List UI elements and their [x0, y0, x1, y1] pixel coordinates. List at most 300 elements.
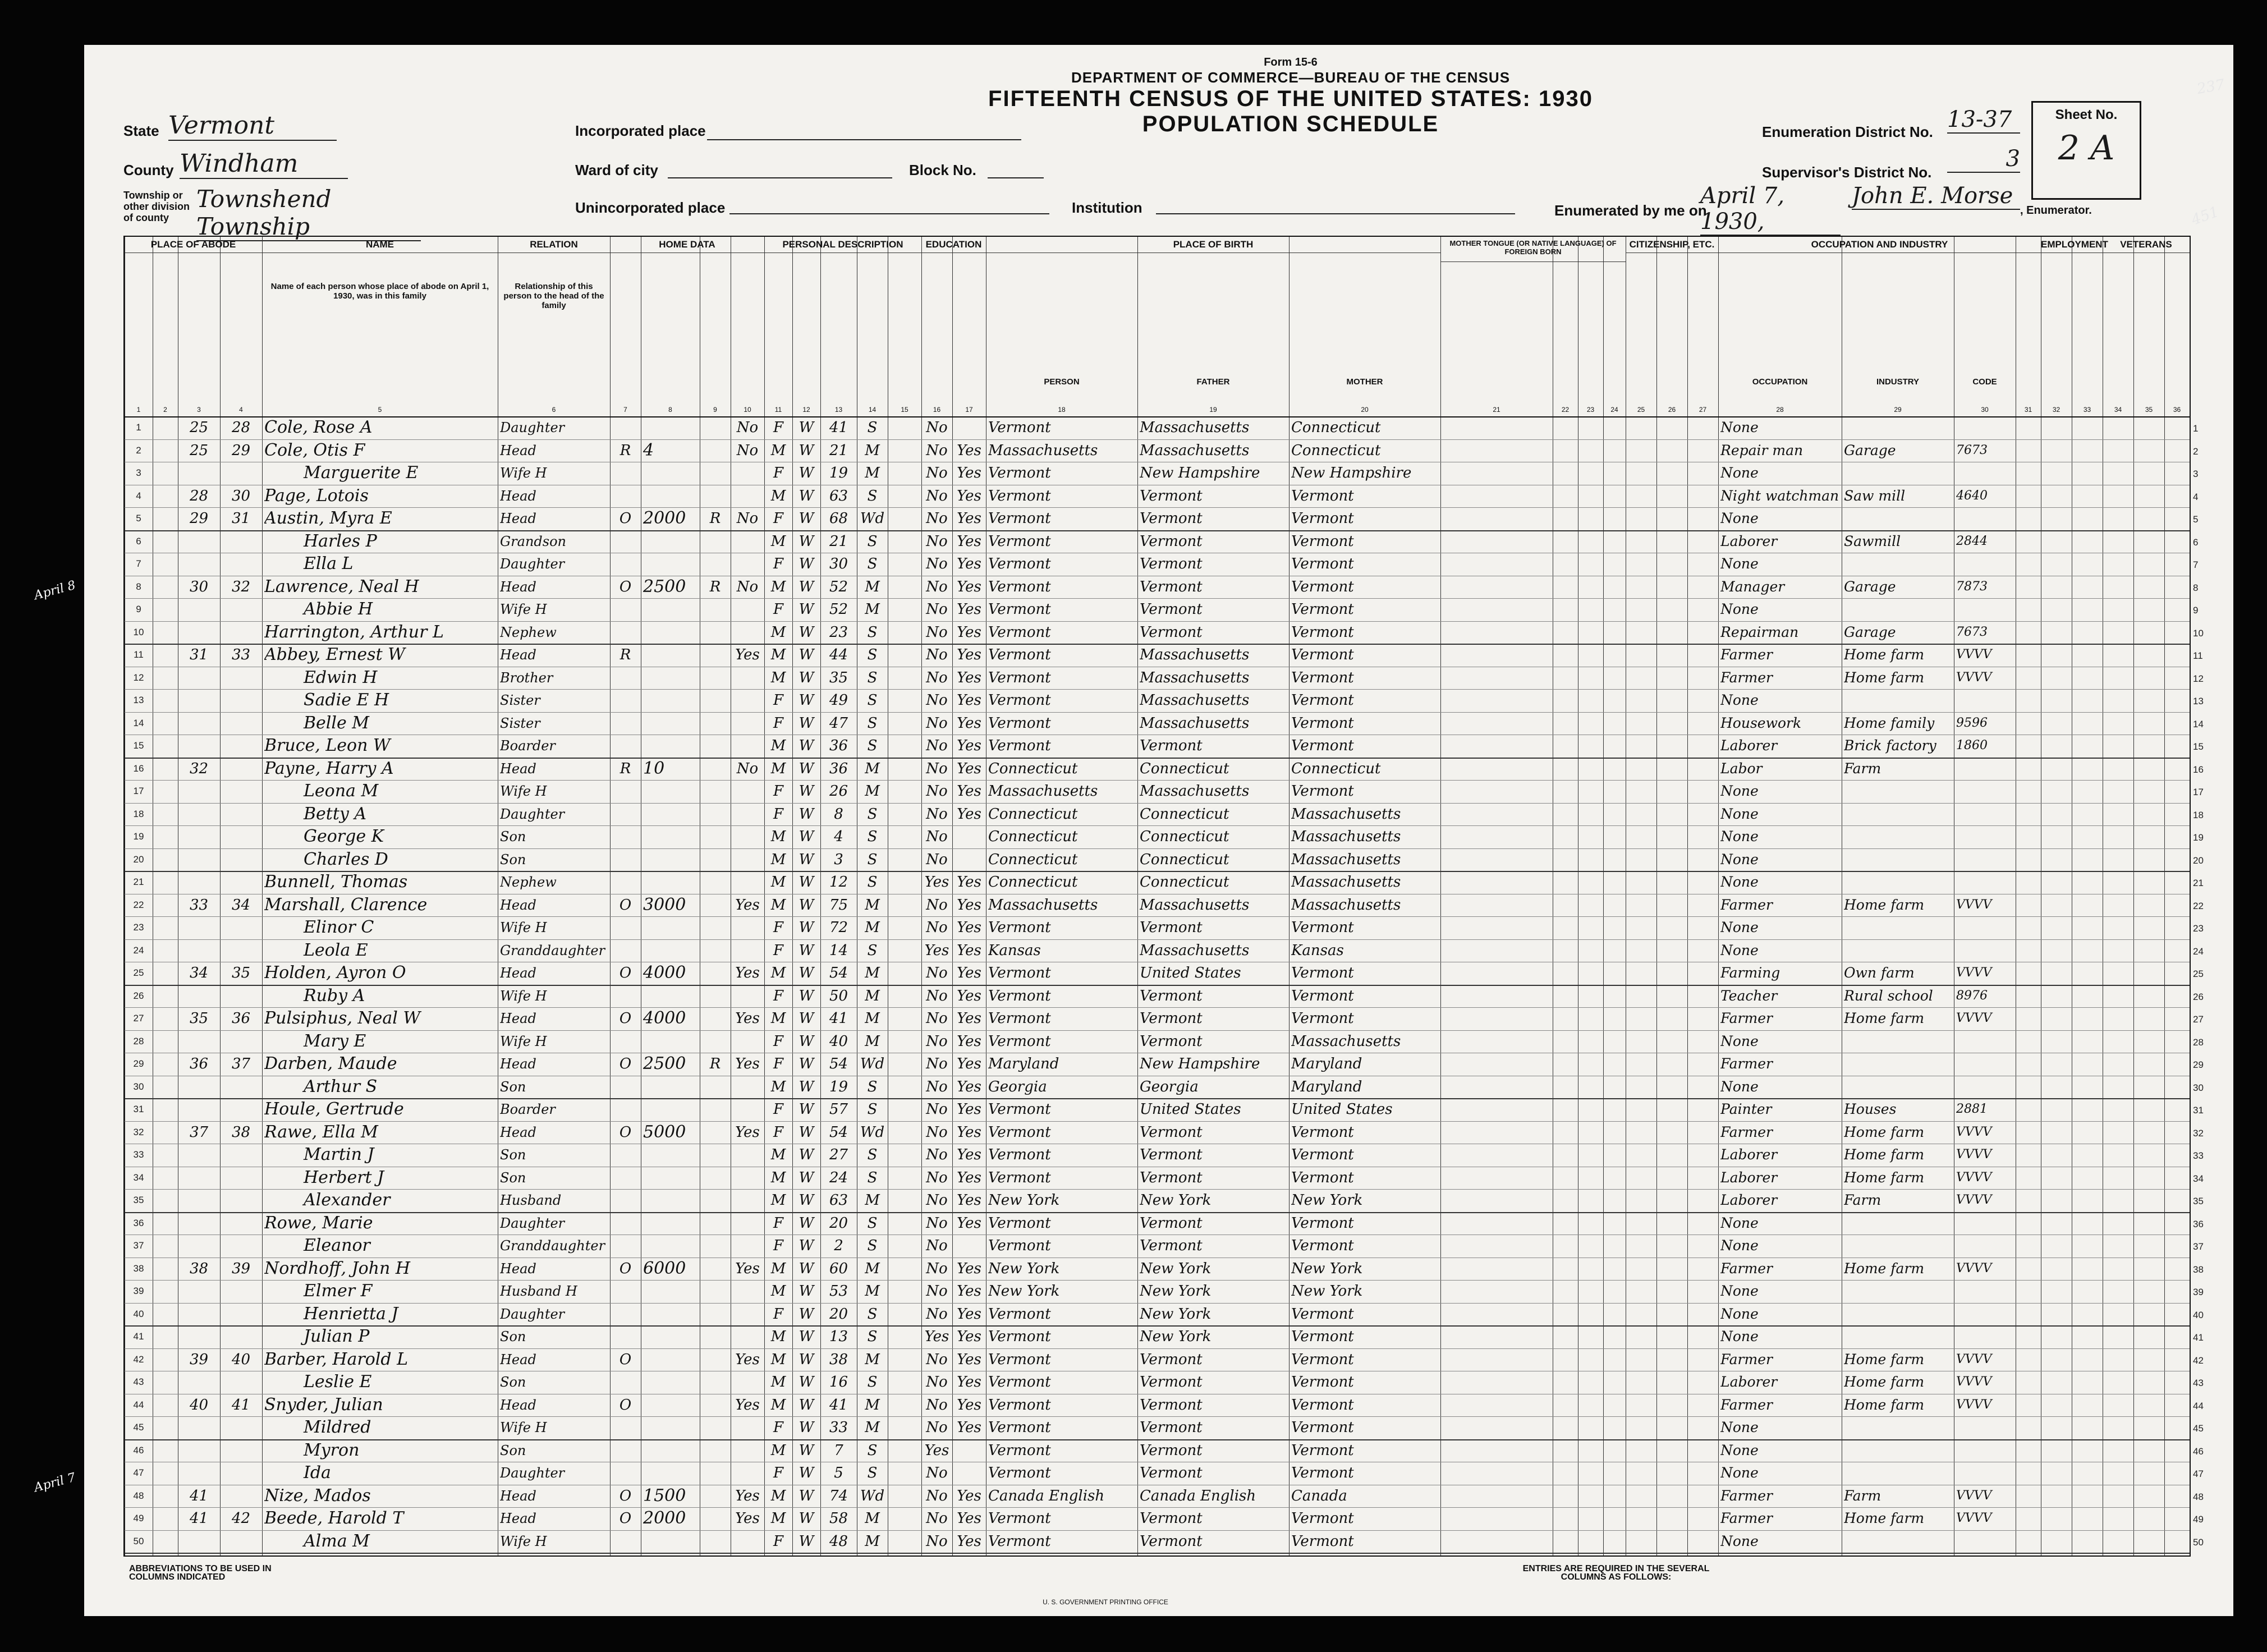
- column-number: 31: [2024, 406, 2032, 414]
- cell-age: 26: [829, 783, 848, 800]
- schedule-table: [123, 236, 2204, 1557]
- row-divider: [125, 439, 2190, 440]
- cell-ms: S: [867, 1305, 878, 1323]
- column-number: 30: [1981, 406, 1989, 414]
- cell-fam: [222, 600, 260, 620]
- cell-mb: Connecticut: [1291, 419, 1381, 436]
- cell-read: Yes: [957, 533, 981, 550]
- cell-name: Edwin H: [304, 668, 378, 687]
- cell-row-number-right: 23: [2193, 923, 2204, 934]
- cell-farm: [733, 1327, 762, 1347]
- cell-dw: [180, 1282, 218, 1301]
- cell-occ: Laborer: [1720, 1169, 1778, 1186]
- cell-radio: [702, 986, 728, 1006]
- table-row: [125, 1121, 2204, 1144]
- cell-ind: [1844, 941, 1952, 961]
- cell-mb: Massachusetts: [1291, 896, 1401, 914]
- cell-val: [643, 827, 697, 847]
- cell-n: 29: [133, 1058, 144, 1069]
- cell-occ: Housework: [1720, 714, 1802, 731]
- cell-read: Yes: [957, 1532, 981, 1550]
- cell-row-number-right: 1: [2193, 423, 2199, 434]
- cell-fam: [222, 1100, 260, 1119]
- cell-read: Yes: [957, 896, 981, 914]
- cell-own: [612, 1145, 639, 1165]
- cell-dw: [180, 1100, 218, 1119]
- cell-name: Arthur S: [304, 1077, 378, 1096]
- cell-ind: Rural school: [1844, 987, 1933, 1004]
- cell-fam: 30: [231, 487, 251, 504]
- cell-own: [612, 873, 639, 892]
- cell-val: 4000: [643, 963, 686, 983]
- cell-farm: Yes: [735, 896, 760, 914]
- cell-name: Herbert J: [304, 1168, 384, 1187]
- cell-fam: [222, 1145, 260, 1165]
- cell-read: Yes: [957, 442, 981, 459]
- cell-age: 20: [829, 1214, 848, 1232]
- cell-age: 54: [829, 965, 848, 981]
- cell-pb: Kansas: [988, 942, 1041, 959]
- cell-mb: Vermont: [1291, 1328, 1354, 1345]
- cell-radio: [702, 1077, 728, 1097]
- cell-fb: New York: [1140, 1305, 1211, 1323]
- sheet-number-box: [2031, 101, 2141, 200]
- cell-farm: [733, 1441, 762, 1461]
- cell-fb: Connecticut: [1140, 828, 1229, 845]
- cell-pb: Vermont: [988, 487, 1051, 504]
- cell-farm: [733, 487, 762, 506]
- column-number: 20: [1361, 406, 1369, 414]
- cell-radio: [702, 850, 728, 870]
- cell-fam: [222, 873, 260, 892]
- cell-sex: F: [773, 987, 784, 1004]
- row-divider: [125, 1325, 2190, 1327]
- cell-read: Yes: [957, 1419, 981, 1436]
- cell-val: [643, 645, 697, 665]
- cell-rel: Head: [500, 442, 536, 458]
- cell-code: [1956, 1441, 2013, 1461]
- cell-read: Yes: [957, 623, 981, 641]
- cell-ms: S: [867, 828, 878, 845]
- column-number: 27: [1699, 406, 1707, 414]
- cell-row-number-right: 38: [2193, 1264, 2204, 1275]
- cell-ms: M: [865, 1260, 880, 1277]
- cell-radio: [702, 1236, 728, 1256]
- cell-school: No: [926, 965, 948, 981]
- column-number: 14: [868, 406, 876, 414]
- cell-farm: [733, 1532, 762, 1552]
- cell-race: W: [799, 1328, 814, 1345]
- cell-mb: Vermont: [1291, 692, 1354, 709]
- cell-ind: [1844, 464, 1952, 483]
- cell-sex: F: [773, 1237, 784, 1254]
- cell-fam: [222, 805, 260, 824]
- row-divider: [125, 1530, 2190, 1531]
- cell-dw: [180, 1077, 218, 1097]
- cell-race: W: [799, 760, 814, 777]
- cell-ind: [1844, 1282, 1952, 1301]
- cell-fam: [222, 1373, 260, 1392]
- cell-code: [1956, 600, 2013, 620]
- cell-pb: Connecticut: [988, 805, 1078, 823]
- cell-farm: [733, 532, 762, 552]
- cell-read: Yes: [957, 510, 981, 527]
- cell-rel: Head: [500, 647, 536, 663]
- cell-fam: [222, 464, 260, 483]
- cell-val: [643, 1396, 697, 1415]
- cell-ms: S: [867, 1374, 878, 1391]
- cell-val: [643, 805, 697, 824]
- cell-fb: Massachusetts: [1140, 669, 1250, 686]
- cell-fb: Vermont: [1140, 1396, 1203, 1414]
- cell-ms: S: [867, 692, 878, 709]
- cell-fam: 39: [231, 1260, 251, 1277]
- cell-radio: [702, 418, 728, 438]
- cell-radio: [702, 1441, 728, 1461]
- cell-ind: Garage: [1844, 442, 1896, 458]
- cell-pb: Vermont: [988, 556, 1051, 572]
- table-row: [125, 758, 2204, 781]
- cell-fb: Massachusetts: [1140, 714, 1250, 732]
- cell-own: [612, 668, 639, 688]
- cell-row-number-right: 12: [2193, 673, 2204, 684]
- cell-rel: Boarder: [500, 738, 556, 754]
- cell-farm: [733, 782, 762, 801]
- cell-row-number-right: 24: [2193, 946, 2204, 957]
- column-heading-mb: MOTHER: [1346, 377, 1383, 387]
- table-row: [125, 1167, 2204, 1190]
- cell-name: Marguerite E: [304, 464, 419, 483]
- cell-occ: None: [1720, 1078, 1759, 1095]
- cell-name: Mildred: [304, 1418, 371, 1437]
- cell-dw: [180, 532, 218, 552]
- cell-name: Payne, Harry A: [264, 759, 394, 778]
- column-divider: [1718, 237, 1719, 1555]
- cell-dw: 25: [189, 442, 209, 459]
- cell-own: R: [619, 760, 631, 777]
- cell-pb: Connecticut: [988, 851, 1078, 868]
- cell-pb: Vermont: [988, 1328, 1051, 1345]
- cell-n: 27: [133, 1013, 144, 1024]
- cell-ind: [1844, 827, 1952, 847]
- cell-sex: F: [773, 714, 784, 732]
- cell-ms: S: [867, 533, 878, 550]
- cell-dw: 30: [189, 578, 209, 595]
- incorporated-line: [707, 139, 1021, 140]
- cell-race: W: [799, 1146, 814, 1163]
- cell-farm: No: [736, 442, 759, 459]
- cell-ind: Home farm: [1844, 646, 1925, 663]
- cell-name: Rawe, Ella M: [264, 1122, 378, 1142]
- cell-occ: None: [1720, 692, 1759, 708]
- cell-occ: None: [1720, 828, 1759, 845]
- cell-dw: [180, 1032, 218, 1052]
- cell-own: [612, 736, 639, 756]
- cell-pb: Massachusetts: [988, 442, 1098, 459]
- cell-own: [612, 1373, 639, 1392]
- cell-own: [612, 1100, 639, 1119]
- table-row: [125, 621, 2204, 644]
- cell-val: [643, 1100, 697, 1119]
- table-row: [125, 1189, 2204, 1212]
- cell-age: 24: [829, 1169, 848, 1186]
- cell-age: 19: [829, 465, 848, 481]
- column-divider: [610, 237, 611, 1555]
- cell-race: W: [799, 987, 814, 1004]
- cell-code: [1956, 554, 2013, 574]
- cell-farm: [733, 1463, 762, 1483]
- cell-n: 17: [133, 786, 144, 796]
- cell-fb: Vermont: [1140, 919, 1203, 936]
- cell-farm: [733, 1168, 762, 1188]
- cell-farm: [733, 805, 762, 824]
- cell-age: 40: [829, 1032, 848, 1050]
- cell-occ: None: [1720, 1532, 1759, 1549]
- cell-ind: Home farm: [1844, 1146, 1925, 1163]
- cell-n: 19: [133, 831, 144, 842]
- cell-code: [1956, 1054, 2013, 1074]
- cell-ind: [1844, 554, 1952, 574]
- cell-radio: [702, 782, 728, 801]
- cell-n: 12: [133, 672, 144, 683]
- cell-val: [643, 691, 697, 710]
- cell-read: Yes: [957, 1260, 981, 1277]
- cell-n: 20: [133, 853, 144, 865]
- cell-mb: Vermont: [1291, 578, 1354, 595]
- cell-ind: [1844, 1532, 1952, 1552]
- cell-val: [643, 1305, 697, 1324]
- abbrev-title: ABBREVIATIONS TO BE USED IN COLUMNS INDICATED: [129, 1564, 272, 1582]
- cell-name: Martin J: [304, 1145, 374, 1164]
- cell-mb: Vermont: [1291, 601, 1354, 618]
- cell-school: Yes: [924, 1328, 949, 1345]
- cell-farm: [733, 714, 762, 733]
- column-number: 10: [744, 406, 751, 414]
- cell-dw: 31: [189, 646, 209, 663]
- cell-code: VVVV: [1956, 648, 1992, 662]
- column-number: 29: [1894, 406, 1902, 414]
- cell-farm: No: [736, 760, 759, 777]
- cell-name: Elinor C: [304, 918, 374, 937]
- cell-pb: Vermont: [988, 1214, 1051, 1232]
- column-number: 17: [965, 406, 973, 414]
- cell-read: Yes: [957, 487, 981, 504]
- cell-sex: M: [770, 1283, 786, 1300]
- cell-own: O: [619, 510, 632, 527]
- institution-label: Institution: [1072, 199, 1142, 216]
- census-sheet: [84, 45, 2233, 1616]
- cell-n: 34: [133, 1172, 144, 1183]
- cell-mb: Vermont: [1291, 487, 1354, 504]
- cell-pb: Vermont: [988, 533, 1051, 550]
- cell-race: W: [799, 1237, 814, 1254]
- cell-race: W: [799, 1351, 814, 1368]
- cell-radio: [702, 1123, 728, 1142]
- table-row: [125, 1462, 2204, 1485]
- row-divider: [125, 1189, 2190, 1190]
- cell-fam: [222, 1168, 260, 1188]
- cell-row-number-right: 11: [2193, 650, 2203, 661]
- cell-row-number-right: 41: [2193, 1332, 2204, 1343]
- cell-fb: Vermont: [1140, 533, 1203, 550]
- cell-rel: Head: [500, 1056, 536, 1072]
- column-divider: [1440, 237, 1441, 1555]
- cell-sex: F: [773, 1123, 784, 1141]
- cell-val: [643, 736, 697, 756]
- cell-farm: Yes: [735, 1510, 760, 1527]
- cell-race: W: [799, 510, 814, 527]
- cell-race: W: [799, 1260, 814, 1277]
- cell-race: W: [799, 737, 814, 754]
- cell-own: [612, 827, 639, 847]
- cell-radio: R: [709, 578, 721, 595]
- cell-code: [1956, 918, 2013, 938]
- cell-rel: Grandson: [500, 533, 566, 549]
- cell-race: W: [799, 1010, 814, 1027]
- cell-ind: [1844, 1418, 1952, 1438]
- cell-farm: Yes: [735, 1487, 760, 1504]
- cell-fam: [222, 668, 260, 688]
- table-row: [125, 803, 2204, 826]
- cell-school: No: [926, 556, 948, 572]
- cell-dw: [180, 554, 218, 574]
- cell-fam: 42: [231, 1510, 251, 1527]
- column-number: 19: [1209, 406, 1217, 414]
- cell-dw: [180, 1441, 218, 1461]
- cell-school: No: [926, 896, 948, 914]
- cell-dw: [180, 941, 218, 961]
- cell-rel: Wife H: [500, 920, 547, 935]
- cell-ind: Home farm: [1844, 1010, 1925, 1026]
- cell-ind: [1844, 1054, 1952, 1074]
- cell-n: 44: [133, 1399, 144, 1410]
- cell-val: [643, 600, 697, 620]
- cell-age: 41: [829, 1010, 848, 1027]
- cell-radio: [702, 1486, 728, 1506]
- cell-row-number-right: 33: [2193, 1150, 2204, 1161]
- cell-read: [954, 1441, 984, 1461]
- column-divider: [2164, 237, 2165, 1555]
- cell-val: [643, 1032, 697, 1052]
- cell-age: 47: [829, 714, 848, 732]
- cell-own: O: [619, 1351, 632, 1368]
- cell-fam: [222, 918, 260, 938]
- cell-radio: [702, 554, 728, 574]
- cell-sex: M: [770, 1260, 786, 1277]
- cell-occ: Farmer: [1720, 1510, 1773, 1526]
- cell-own: [612, 1305, 639, 1324]
- cell-race: W: [799, 1214, 814, 1232]
- row-divider: [125, 530, 2190, 531]
- cell-read: Yes: [957, 783, 981, 800]
- cell-farm: [733, 668, 762, 688]
- cell-pb: Vermont: [988, 987, 1051, 1004]
- cell-fb: Vermont: [1140, 556, 1203, 572]
- cell-pb: Vermont: [988, 965, 1051, 981]
- cell-own: O: [619, 965, 632, 981]
- cell-fb: Connecticut: [1140, 805, 1229, 823]
- column-number: 3: [197, 406, 201, 414]
- cell-sex: M: [770, 669, 786, 686]
- cell-dw: [180, 1373, 218, 1392]
- cell-age: 72: [829, 919, 848, 936]
- cell-occ: Laborer: [1720, 1146, 1778, 1163]
- cell-n: 22: [133, 899, 144, 910]
- cell-fb: Vermont: [1140, 1532, 1203, 1550]
- cell-code: VVVV: [1956, 966, 1992, 980]
- cell-n: 47: [133, 1467, 144, 1478]
- cell-ms: Wd: [860, 1123, 885, 1141]
- block-line: [988, 177, 1044, 178]
- cell-fam: [222, 1282, 260, 1301]
- cell-race: W: [799, 942, 814, 959]
- cell-age: 19: [829, 1078, 848, 1095]
- column-divider: [1137, 237, 1138, 1555]
- cell-radio: [702, 1396, 728, 1415]
- cell-ms: S: [867, 1101, 878, 1118]
- cell-radio: [702, 918, 728, 938]
- cell-ind: [1844, 873, 1952, 892]
- cell-name: Holden, Ayron O: [264, 963, 406, 983]
- column-number: 26: [1668, 406, 1676, 414]
- cell-dw: [180, 691, 218, 710]
- cell-fam: 35: [231, 965, 251, 981]
- cell-val: [643, 1463, 697, 1483]
- cell-mb: Vermont: [1291, 1532, 1354, 1550]
- cell-radio: [702, 668, 728, 688]
- cell-age: 49: [829, 692, 848, 709]
- cell-ms: S: [867, 714, 878, 732]
- cell-occ: Laborer: [1720, 1192, 1778, 1208]
- cell-fam: [222, 736, 260, 756]
- cell-fam: [222, 691, 260, 710]
- cell-name: Julian P: [304, 1327, 370, 1346]
- margin-note-1: April 8: [33, 578, 77, 603]
- cell-read: Yes: [957, 1146, 981, 1163]
- cell-name: Nize, Mados: [264, 1486, 371, 1506]
- cell-row-number-right: 9: [2193, 605, 2199, 616]
- cell-fb: Vermont: [1140, 1032, 1203, 1050]
- cell-race: W: [799, 669, 814, 686]
- cell-ms: M: [865, 1010, 880, 1027]
- cell-ind: Garage: [1844, 578, 1896, 595]
- cell-read: Yes: [957, 1283, 981, 1300]
- cell-school: No: [926, 1032, 948, 1050]
- cell-farm: [733, 623, 762, 643]
- cell-fb: New Hampshire: [1140, 465, 1260, 481]
- cell-fb: Vermont: [1140, 1351, 1203, 1368]
- cell-fam: 34: [231, 896, 251, 914]
- cell-val: 2500: [643, 577, 686, 596]
- cell-n: 36: [133, 1217, 144, 1228]
- cell-code: VVVV: [1956, 1511, 1992, 1525]
- cell-dw: [180, 464, 218, 483]
- table-row: [125, 416, 2199, 439]
- cell-ms: M: [865, 896, 880, 914]
- table-row: [125, 1394, 2204, 1417]
- cell-fb: Vermont: [1140, 510, 1203, 527]
- cell-ind: Farm: [1844, 1487, 1881, 1504]
- cell-school: No: [926, 1056, 948, 1072]
- row-divider: [125, 1212, 2190, 1213]
- cell-farm: Yes: [735, 1351, 760, 1368]
- cell-sex: M: [770, 874, 786, 891]
- cell-own: O: [619, 1056, 632, 1072]
- cell-n: 28: [133, 1035, 144, 1047]
- cell-ind: Houses: [1844, 1101, 1897, 1117]
- cell-val: 3000: [643, 895, 686, 915]
- cell-own: [612, 1327, 639, 1347]
